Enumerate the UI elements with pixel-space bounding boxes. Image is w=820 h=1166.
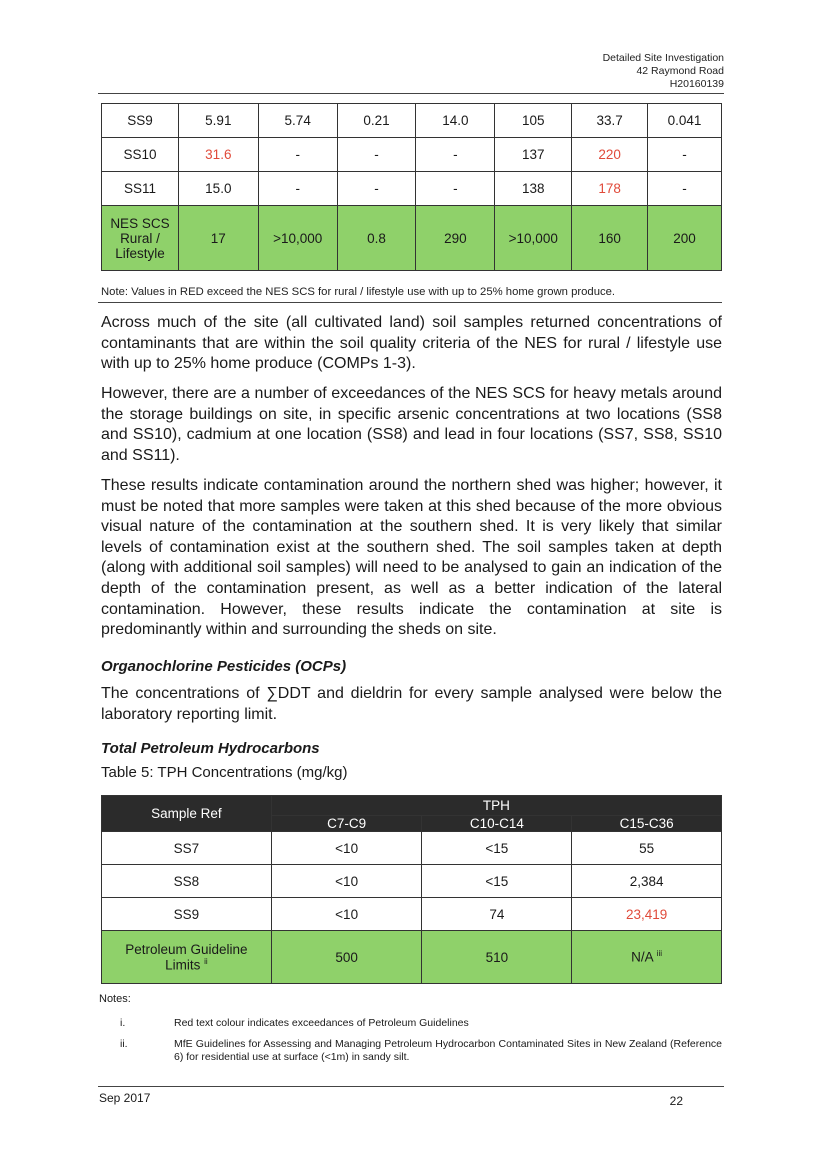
paragraph-results: These results indicate contamination around the northern shed was higher; however, it must be noted that more samples were taken at this shed because of the more obvious visual nature of the contamination at the southern shed. It is very likely that similar levels of contamination exist at the southern shed. The soil samples taken at depth (along with additional soil samples) will need to be analysed to gain an indication of the depth of the contamination present, as well as a better indication of the lateral contamination. However, these results indicate the contamination at site is predominantly within and surrounding the sheds on site. (101, 477, 722, 639)
value-cell: 0.21 (337, 104, 416, 138)
page-number: 22 (669, 1094, 683, 1108)
limit-label-text: Limits (165, 957, 201, 973)
page-header (603, 52, 724, 91)
table-row (102, 172, 722, 206)
tph-header: TPH (271, 796, 721, 816)
footer-divider (98, 1086, 724, 1087)
tph-table (101, 795, 722, 984)
heading-tph: Total Petroleum Hydrocarbons (101, 740, 320, 757)
value-cell: 15.0 (178, 172, 258, 206)
value-cell: - (416, 138, 495, 172)
value-cell: - (337, 138, 416, 172)
sample-cell: SS9 (102, 898, 272, 931)
value-cell: 5.74 (258, 104, 337, 138)
sample-cell: SS9 (102, 104, 179, 138)
limit-value-cell (422, 931, 572, 984)
value-cell: <10 (271, 865, 422, 898)
value-cell: <15 (422, 832, 572, 865)
limit-row (102, 931, 722, 984)
footnote-number: ii. (120, 1038, 128, 1050)
limit-label-line (102, 957, 271, 973)
value-cell: <10 (271, 832, 422, 865)
value-cell: - (337, 172, 416, 206)
limit-label-cell (102, 931, 272, 984)
table-row (102, 138, 722, 172)
limit-value-cell: 160 (572, 206, 648, 271)
footnote-ref: iii (656, 949, 663, 959)
limit-value: 510 (485, 949, 509, 965)
table-note-divider (98, 302, 722, 303)
footnote-i (120, 1017, 722, 1030)
value-cell: 2,384 (572, 865, 722, 898)
footnote-text: MfE Guidelines for Assessing and Managing Petroleum Hydrocarbon Contaminated Sites in New Zealand (Reference 6) for residential use at surface (<1m) in sandy silt. (174, 1038, 722, 1063)
limit-label-line: Lifestyle (115, 245, 165, 261)
value-cell: 138 (495, 172, 572, 206)
limit-value-cell: 290 (416, 206, 495, 271)
header-address: 42 Raymond Road (636, 65, 724, 77)
value-cell: 220 (572, 138, 648, 172)
value-cell: - (258, 138, 337, 172)
limit-value: 500 (335, 949, 358, 965)
table-row (102, 832, 722, 865)
value-cell: - (648, 172, 722, 206)
value-cell: 5.91 (178, 104, 258, 138)
value-cell: 14.0 (416, 104, 495, 138)
heading-ocp: Organochlorine Pesticides (OCPs) (101, 658, 347, 675)
table-row (102, 104, 722, 138)
value-cell: 23,419 (572, 898, 722, 931)
value-cell: 33.7 (572, 104, 648, 138)
sample-ref-header: Sample Ref (102, 796, 272, 832)
tph-column-header: C10-C14 (422, 816, 572, 832)
tph-table-body (102, 832, 722, 984)
value-cell: - (648, 138, 722, 172)
footnote-text: Red text colour indicates exceedances of Petroleum Guidelines (174, 1017, 469, 1029)
value-cell: 31.6 (178, 138, 258, 172)
header-title: Detailed Site Investigation (602, 52, 724, 64)
limit-value-cell: >10,000 (258, 206, 337, 271)
limit-value-cell: 200 (648, 206, 722, 271)
header-divider (98, 93, 724, 94)
sample-cell: SS11 (102, 172, 179, 206)
value-cell: 74 (422, 898, 572, 931)
limit-label-cell (102, 206, 179, 271)
table-row (102, 898, 722, 931)
value-cell: 137 (495, 138, 572, 172)
tph-column-header: C7-C9 (271, 816, 422, 832)
footer-date: Sep 2017 (99, 1091, 151, 1105)
value-cell: 178 (572, 172, 648, 206)
paragraph-cultivated-land: Across much of the site (all cultivated land) soil samples returned concentrations of contaminants that are within the soil quality criteria of the NES for rural / lifestyle use with up to 25% home produce (COMPs 1-3). (101, 314, 722, 373)
limit-value-cell (271, 931, 422, 984)
paragraph-ocp: The concentrations of ∑DDT and dieldrin for every sample analysed were below the laboratory reporting limit. (101, 685, 722, 723)
table-note: Note: Values in RED exceed the NES SCS for rural / lifestyle use with up to 25% home grown produce. (101, 286, 616, 298)
notes-label: Notes: (99, 993, 131, 1005)
footnote-number: i. (120, 1017, 126, 1029)
paragraph-exceedances: However, there are a number of exceedances of the NES SCS for heavy metals around the storage buildings on site, in specific arsenic concentrations at two locations (SS8 and SS10), cadmium at one location (SS8) and lead in four locations (SS7, SS8, SS10 and SS11). (101, 385, 722, 464)
metals-table-body (102, 104, 722, 271)
limit-label-line: Rural / (120, 230, 160, 246)
value-cell: - (416, 172, 495, 206)
value-cell: <15 (422, 865, 572, 898)
limit-value-cell: 0.8 (337, 206, 416, 271)
limit-label-line: Petroleum Guideline (125, 941, 248, 957)
footnote-ii (120, 1038, 722, 1063)
sample-cell: SS8 (102, 865, 272, 898)
limit-value-cell (572, 931, 722, 984)
metals-table (101, 103, 722, 271)
sample-cell: SS10 (102, 138, 179, 172)
value-cell: 0.041 (648, 104, 722, 138)
limit-row (102, 206, 722, 271)
header-job-number: H20160139 (669, 78, 724, 90)
limit-value: N/A (631, 949, 653, 965)
value-cell: <10 (271, 898, 422, 931)
value-cell: 55 (572, 832, 722, 865)
table5-caption: Table 5: TPH Concentrations (mg/kg) (101, 764, 348, 781)
limit-value-cell: 17 (178, 206, 258, 271)
sample-cell: SS7 (102, 832, 272, 865)
value-cell: 105 (495, 104, 572, 138)
value-cell: - (258, 172, 337, 206)
limit-value-cell: >10,000 (495, 206, 572, 271)
limit-label-line: NES SCS (110, 215, 170, 231)
table-row (102, 865, 722, 898)
tph-column-header: C15-C36 (572, 816, 722, 832)
footnote-ref: ii (204, 956, 208, 966)
